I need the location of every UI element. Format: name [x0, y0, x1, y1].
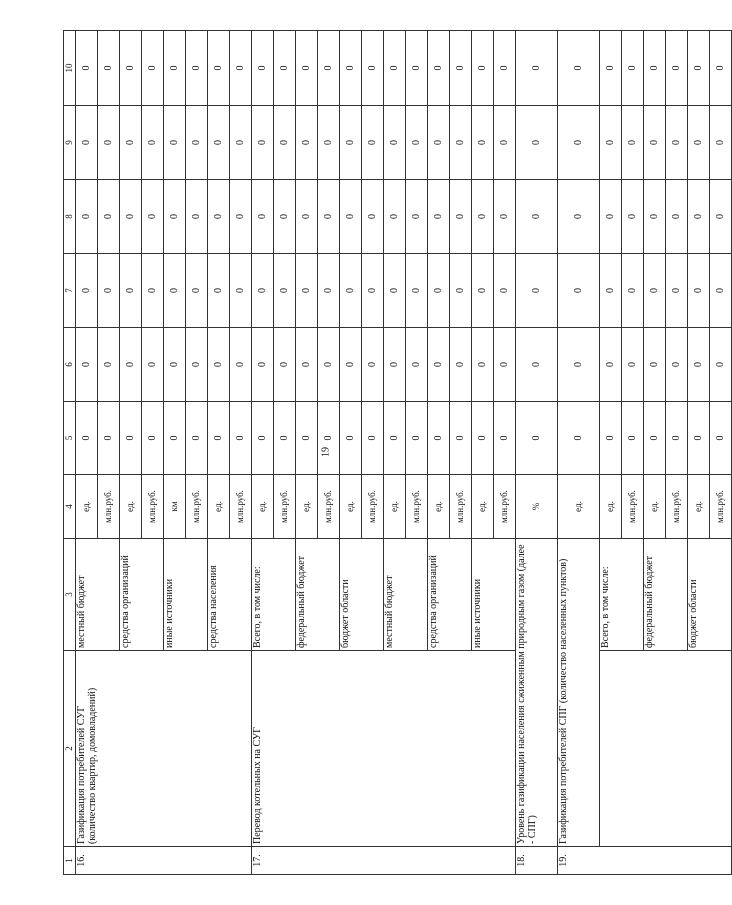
value-cell: 0: [666, 254, 688, 328]
funding-source: федеральный бюджет: [296, 539, 340, 651]
value-cell: 0: [622, 254, 644, 328]
value-cell: 0: [622, 402, 644, 475]
value-cell: 0: [142, 402, 164, 475]
value-cell: 0: [450, 106, 472, 180]
value-cell: 0: [384, 106, 406, 180]
value-cell: 0: [558, 328, 600, 402]
value-cell: 0: [450, 180, 472, 254]
funding-source: местный бюджет: [76, 539, 120, 651]
value-cell: 0: [142, 328, 164, 402]
value-cell: 0: [666, 402, 688, 475]
value-cell: 0: [186, 328, 208, 402]
value-cell: 0: [362, 328, 384, 402]
value-cell: 0: [428, 328, 450, 402]
section-number: 19.: [558, 847, 732, 875]
unit-cell: ед.: [296, 475, 318, 539]
blank-cell: [600, 651, 732, 847]
header-cell: 3: [64, 539, 76, 651]
value-cell: 0: [230, 328, 252, 402]
unit-cell: ед.: [252, 475, 274, 539]
value-cell: 0: [186, 402, 208, 475]
value-cell: 0: [710, 402, 732, 475]
value-cell: 0: [472, 106, 494, 180]
unit-cell: млн.руб.: [186, 475, 208, 539]
funding-source: средства населения: [208, 539, 252, 651]
value-cell: 0: [208, 328, 230, 402]
value-cell: 0: [142, 180, 164, 254]
value-cell: 0: [340, 254, 362, 328]
value-cell: 0: [274, 106, 296, 180]
value-cell: 0: [666, 328, 688, 402]
funding-source: средства организаций: [120, 539, 164, 651]
value-cell: 0: [494, 402, 516, 475]
value-cell: 0: [384, 180, 406, 254]
header-cell: 9: [64, 106, 76, 180]
funding-source: средства организаций: [428, 539, 472, 651]
value-cell: 0: [710, 31, 732, 106]
value-cell: 0: [340, 328, 362, 402]
value-cell: 0: [450, 31, 472, 106]
value-cell: 0: [472, 402, 494, 475]
value-cell: 0: [340, 106, 362, 180]
value-cell: 0: [600, 402, 622, 475]
value-cell: 0: [98, 254, 120, 328]
header-cell: 5: [64, 402, 76, 475]
value-cell: 0: [622, 180, 644, 254]
unit-cell: млн.руб.: [710, 475, 732, 539]
unit-cell: ед.: [428, 475, 450, 539]
value-cell: 0: [406, 402, 428, 475]
table-row: [516, 31, 558, 875]
value-cell: 0: [252, 402, 274, 475]
header-cell: 10: [64, 31, 76, 106]
value-cell: 0: [406, 31, 428, 106]
value-cell: 0: [340, 31, 362, 106]
unit-cell: млн.руб.: [406, 475, 428, 539]
funding-source: федеральный бюджет: [644, 539, 688, 651]
value-cell: 0: [252, 31, 274, 106]
value-cell: 0: [688, 106, 710, 180]
value-cell: 0: [164, 180, 186, 254]
unit-cell: ед.: [384, 475, 406, 539]
value-cell: 0: [450, 402, 472, 475]
value-cell: 0: [164, 402, 186, 475]
value-cell: 0: [558, 254, 600, 328]
value-cell: 0: [494, 328, 516, 402]
header-cell: 7: [64, 254, 76, 328]
value-cell: 0: [622, 31, 644, 106]
rotated-table-container: [63, 31, 726, 875]
value-cell: 0: [76, 106, 98, 180]
unit-cell: %: [516, 475, 558, 539]
value-cell: 0: [406, 180, 428, 254]
funding-source: Всего, в том числе:: [600, 539, 644, 651]
value-cell: 0: [516, 328, 558, 402]
unit-cell: ед.: [472, 475, 494, 539]
value-cell: 0: [98, 31, 120, 106]
funding-source: бюджет области: [688, 539, 732, 651]
unit-cell: км: [164, 475, 186, 539]
value-cell: 0: [98, 180, 120, 254]
value-cell: 0: [120, 328, 142, 402]
document-sheet: [63, 31, 726, 875]
value-cell: 0: [252, 328, 274, 402]
value-cell: 0: [622, 106, 644, 180]
value-cell: 0: [600, 106, 622, 180]
value-cell: 0: [644, 106, 666, 180]
value-cell: 0: [318, 328, 340, 402]
value-cell: 0: [164, 328, 186, 402]
value-cell: 0: [384, 402, 406, 475]
value-cell: 0: [252, 106, 274, 180]
value-cell: 0: [274, 402, 296, 475]
value-cell: 0: [472, 328, 494, 402]
value-cell: 0: [296, 31, 318, 106]
unit-cell: млн.руб.: [230, 475, 252, 539]
value-cell: 0: [274, 31, 296, 106]
value-cell: 0: [362, 106, 384, 180]
value-cell: 0: [622, 328, 644, 402]
value-cell: 0: [666, 106, 688, 180]
value-cell: 0: [472, 180, 494, 254]
value-cell: 0: [688, 254, 710, 328]
value-cell: 0: [472, 254, 494, 328]
value-cell: 0: [600, 31, 622, 106]
value-cell: 0: [494, 180, 516, 254]
value-cell: 0: [318, 254, 340, 328]
unit-cell: млн.руб.: [274, 475, 296, 539]
value-cell: 0: [600, 254, 622, 328]
value-cell: 0: [98, 328, 120, 402]
value-cell: 0: [208, 31, 230, 106]
section-title: Газификация потребителей СУГ (количество квартир, домовладений): [76, 651, 252, 847]
unit-cell: млн.руб.: [622, 475, 644, 539]
value-cell: 0: [710, 106, 732, 180]
section-title: Газификация потребителей СПГ (количество населенных пунктов): [558, 539, 600, 847]
value-cell: 0: [274, 254, 296, 328]
value-cell: 0: [428, 254, 450, 328]
value-cell: 0: [644, 254, 666, 328]
value-cell: 0: [164, 254, 186, 328]
value-cell: 0: [230, 402, 252, 475]
value-cell: 0: [296, 180, 318, 254]
value-cell: 0: [644, 31, 666, 106]
value-cell: 0: [428, 31, 450, 106]
value-cell: 0: [296, 328, 318, 402]
header-cell: 6: [64, 328, 76, 402]
unit-cell: млн.руб.: [494, 475, 516, 539]
funding-source: местный бюджет: [384, 539, 428, 651]
unit-cell: ед.: [208, 475, 230, 539]
value-cell: 0: [252, 180, 274, 254]
value-cell: 0: [472, 31, 494, 106]
value-cell: 0: [208, 402, 230, 475]
value-cell: 0: [76, 31, 98, 106]
unit-cell: ед.: [644, 475, 666, 539]
value-cell: 0: [644, 180, 666, 254]
value-cell: 0: [600, 180, 622, 254]
value-cell: 0: [688, 328, 710, 402]
section-title: Перевод котельных на СУГ: [252, 651, 516, 847]
funding-source: иные источники: [472, 539, 516, 651]
unit-cell: млн.руб.: [98, 475, 120, 539]
value-cell: 0: [208, 180, 230, 254]
value-cell: 0: [688, 180, 710, 254]
value-cell: 0: [600, 328, 622, 402]
value-cell: 0: [384, 31, 406, 106]
value-cell: 0: [558, 106, 600, 180]
value-cell: 0: [164, 31, 186, 106]
value-cell: 0: [362, 254, 384, 328]
unit-cell: млн.руб.: [318, 475, 340, 539]
value-cell: 0: [208, 106, 230, 180]
value-cell: 0: [230, 31, 252, 106]
value-cell: 0: [688, 402, 710, 475]
value-cell: 0: [384, 328, 406, 402]
value-cell: 0: [230, 254, 252, 328]
value-cell: 0: [516, 106, 558, 180]
value-cell: 0: [120, 106, 142, 180]
section-number: 16.: [76, 847, 252, 875]
value-cell: 0: [120, 31, 142, 106]
unit-cell: ед.: [558, 475, 600, 539]
value-cell: 0: [384, 254, 406, 328]
value-cell: 0: [494, 106, 516, 180]
value-cell: 0: [516, 180, 558, 254]
value-cell: 0: [710, 328, 732, 402]
unit-cell: ед.: [688, 475, 710, 539]
header-cell: 8: [64, 180, 76, 254]
value-cell: 0: [558, 402, 600, 475]
unit-cell: ед.: [340, 475, 362, 539]
value-cell: 0: [428, 402, 450, 475]
value-cell: 0: [516, 402, 558, 475]
value-cell: 0: [340, 180, 362, 254]
value-cell: 0: [406, 328, 428, 402]
unit-cell: млн.руб.: [450, 475, 472, 539]
value-cell: 0: [274, 180, 296, 254]
value-cell: 0: [296, 254, 318, 328]
value-cell: 0: [428, 180, 450, 254]
section-title: Уровень газификации населения сжиженным природным газом (далее - СПГ): [516, 539, 558, 847]
funding-source: иные источники: [164, 539, 208, 651]
section-number: 17.: [252, 847, 516, 875]
value-cell: 0: [120, 402, 142, 475]
value-cell: 0: [516, 254, 558, 328]
value-cell: 0: [186, 180, 208, 254]
funding-source: Всего, в том числе:: [252, 539, 296, 651]
table-row: [76, 31, 98, 875]
unit-cell: ед.: [600, 475, 622, 539]
value-cell: 0: [186, 254, 208, 328]
value-cell: 0: [98, 106, 120, 180]
value-cell: 0: [98, 402, 120, 475]
value-cell: 0: [494, 254, 516, 328]
value-cell: 0: [644, 328, 666, 402]
value-cell: 0: [516, 31, 558, 106]
header-cell: 1: [64, 847, 76, 875]
header-row: [64, 31, 76, 875]
value-cell: 0: [710, 180, 732, 254]
page-number: 19: [320, 447, 332, 457]
funding-source: бюджет области: [340, 539, 384, 651]
value-cell: 0: [76, 254, 98, 328]
value-cell: 0: [450, 254, 472, 328]
value-cell: 0: [230, 106, 252, 180]
value-cell: 0: [76, 328, 98, 402]
value-cell: 0: [318, 106, 340, 180]
value-cell: 0: [666, 180, 688, 254]
unit-cell: млн.руб.: [362, 475, 384, 539]
value-cell: 0: [688, 31, 710, 106]
value-cell: 0: [710, 254, 732, 328]
value-cell: 0: [644, 402, 666, 475]
header-cell: 2: [64, 651, 76, 847]
value-cell: 0: [186, 106, 208, 180]
value-cell: 0: [318, 402, 340, 475]
value-cell: 0: [362, 180, 384, 254]
value-cell: 0: [666, 31, 688, 106]
unit-cell: млн.руб.: [666, 475, 688, 539]
value-cell: 0: [142, 106, 164, 180]
value-cell: 0: [428, 106, 450, 180]
value-cell: 0: [230, 180, 252, 254]
value-cell: 0: [142, 31, 164, 106]
value-cell: 0: [296, 106, 318, 180]
unit-cell: млн.руб.: [142, 475, 164, 539]
value-cell: 0: [164, 106, 186, 180]
value-cell: 0: [120, 180, 142, 254]
value-cell: 0: [76, 180, 98, 254]
value-cell: 0: [252, 254, 274, 328]
section-number: 18.: [516, 847, 558, 875]
table-body: [64, 31, 732, 875]
value-cell: 0: [318, 31, 340, 106]
value-cell: 0: [494, 31, 516, 106]
value-cell: 0: [362, 402, 384, 475]
value-cell: 0: [340, 402, 362, 475]
value-cell: 0: [274, 328, 296, 402]
value-cell: 0: [296, 402, 318, 475]
gasification-table: [63, 30, 732, 875]
value-cell: 0: [558, 180, 600, 254]
value-cell: 0: [142, 254, 164, 328]
value-cell: 0: [450, 328, 472, 402]
table-row: [558, 31, 600, 875]
value-cell: 0: [208, 254, 230, 328]
header-cell: 4: [64, 475, 76, 539]
unit-cell: ед.: [120, 475, 142, 539]
value-cell: 0: [406, 106, 428, 180]
value-cell: 0: [120, 254, 142, 328]
value-cell: 0: [76, 402, 98, 475]
table-row: [600, 31, 622, 875]
value-cell: 0: [186, 31, 208, 106]
value-cell: 0: [558, 31, 600, 106]
table-row: [252, 31, 274, 875]
value-cell: 0: [318, 180, 340, 254]
value-cell: 0: [406, 254, 428, 328]
unit-cell: ед.: [76, 475, 98, 539]
value-cell: 0: [362, 31, 384, 106]
